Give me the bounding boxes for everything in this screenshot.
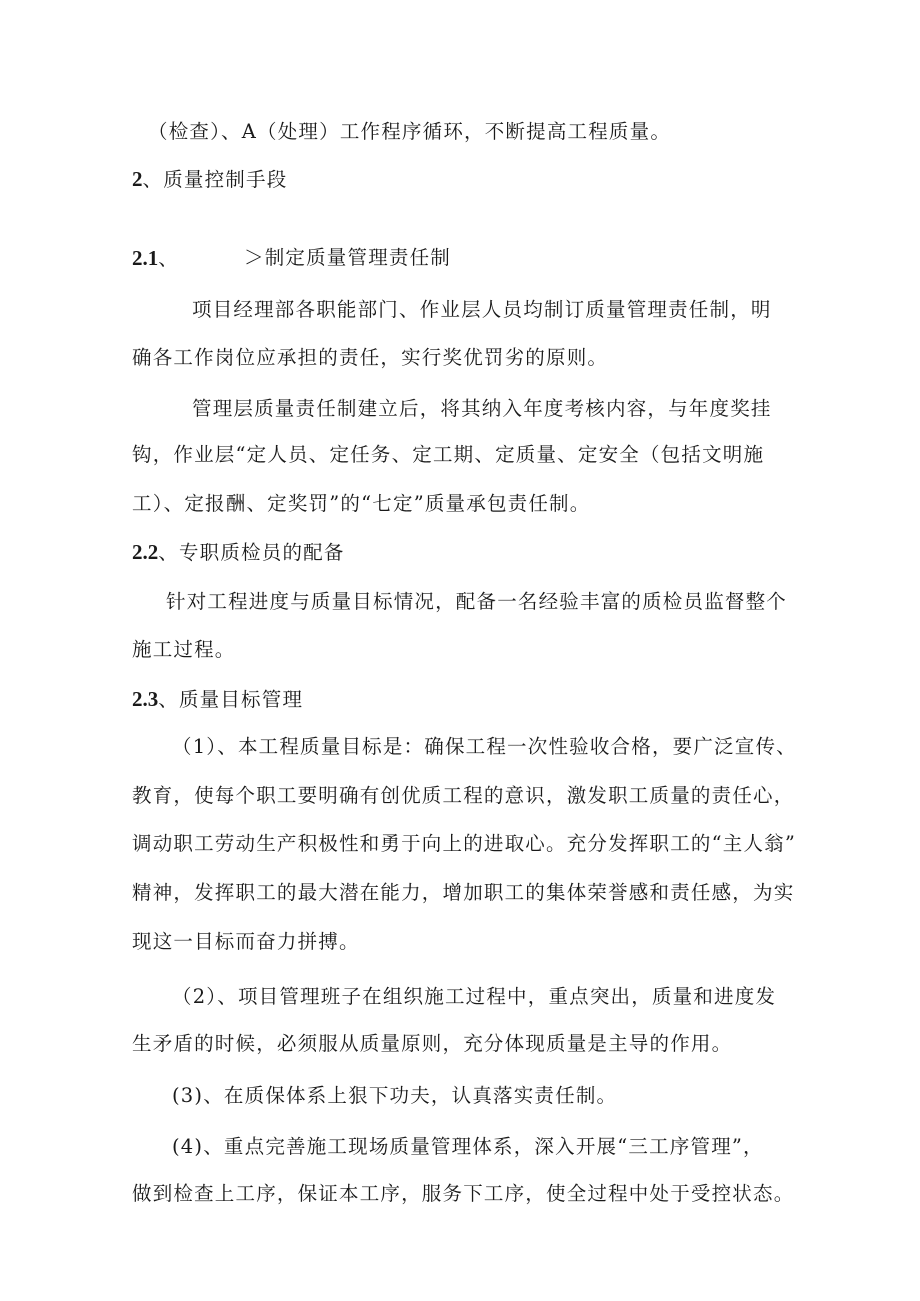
item-2-line-1: （2）、项目管理班子在组织施工过程中，重点突出，质量和进度发 — [172, 985, 777, 1008]
section-2-1-p2-line-3: 工）、定报酬、定奖罚”的“七定”质量承包责任制。 — [132, 492, 591, 515]
section-2-2-heading — [132, 538, 345, 567]
item-1-line-2: 教育，使每个职工要明确有创优质工程的意识，激发职工质量的责任心， — [132, 784, 795, 807]
section-2-1-p2-line-1: 管理层质量责任制建立后，将其纳入年度考核内容，与年度奖挂 — [192, 397, 772, 420]
section-2-1-title: ＞制定质量管理责任制 — [244, 246, 452, 269]
section-2-3-heading — [132, 685, 303, 714]
section-2-1-p1-line-1: 项目经理部各职能部门、作业层人员均制订质量管理责任制，明 — [192, 298, 772, 321]
item-1-line-5: 现这一目标而奋力拼搏。 — [132, 930, 360, 953]
section-2-number: 2 — [132, 167, 143, 191]
item-1-line-3: 调动职工劳动生产积极性和勇于向上的进取心。充分发挥职工的“主人翁” — [132, 832, 797, 855]
section-2-2-title: 专职质检员的配备 — [178, 541, 345, 564]
section-2-1-p2-line-2: 钩，作业层“定人员、定任务、定工期、定质量、定安全（包括文明施 — [132, 443, 765, 466]
section-2-3-number: 2.3 — [132, 687, 159, 711]
section-2-2-p-line-2: 施工过程。 — [132, 638, 236, 661]
section-2-2-separator: 、 — [158, 541, 179, 564]
item-1-line-1: （1）、本工程质量目标是：确保工程一次性验收合格，要广泛宣传、 — [172, 735, 797, 758]
item-2-line-2: 生矛盾的时候，必须服从质量原则，充分体现质量是主导的作用。 — [132, 1032, 733, 1055]
section-2-title: 质量控制手段 — [163, 168, 288, 191]
intro-continuation: （检查）、A（处理）工作程序循环，不断提高工程质量。 — [148, 120, 672, 143]
section-2-3-title: 质量目标管理 — [178, 688, 304, 711]
item-1-line-4: 精神，发挥职工的最大潜在能力，增加职工的集体荣誉感和责任感，为实 — [132, 881, 795, 904]
section-2-1-heading — [132, 244, 179, 273]
section-2-2-p-line-1: 针对工程进度与质量目标情况，配备一名经验丰富的质检员监督整个 — [166, 590, 788, 613]
item-4-line-2: 做到检查上工序，保证本工序，服务下工序，使全过程中处于受控状态。 — [132, 1182, 795, 1205]
section-2-1-p1-line-2: 确各工作岗位应承担的责任，实行奖优罚劣的原则。 — [132, 346, 609, 369]
item-3-line-1: (3)、在质保体系上狠下功夫，认真落实责任制。 — [172, 1084, 618, 1107]
section-2-1-number: 2.1 — [132, 246, 159, 270]
item-4-line-1: (4)、重点完善施工现场质量管理体系，深入开展“三工序管理”， — [172, 1135, 764, 1158]
section-2-3-separator: 、 — [158, 688, 179, 711]
section-2-separator: 、 — [142, 168, 164, 191]
section-2-1-separator: 、 — [158, 247, 179, 270]
section-2-2-number: 2.2 — [132, 540, 159, 564]
section-2-heading — [132, 165, 287, 194]
